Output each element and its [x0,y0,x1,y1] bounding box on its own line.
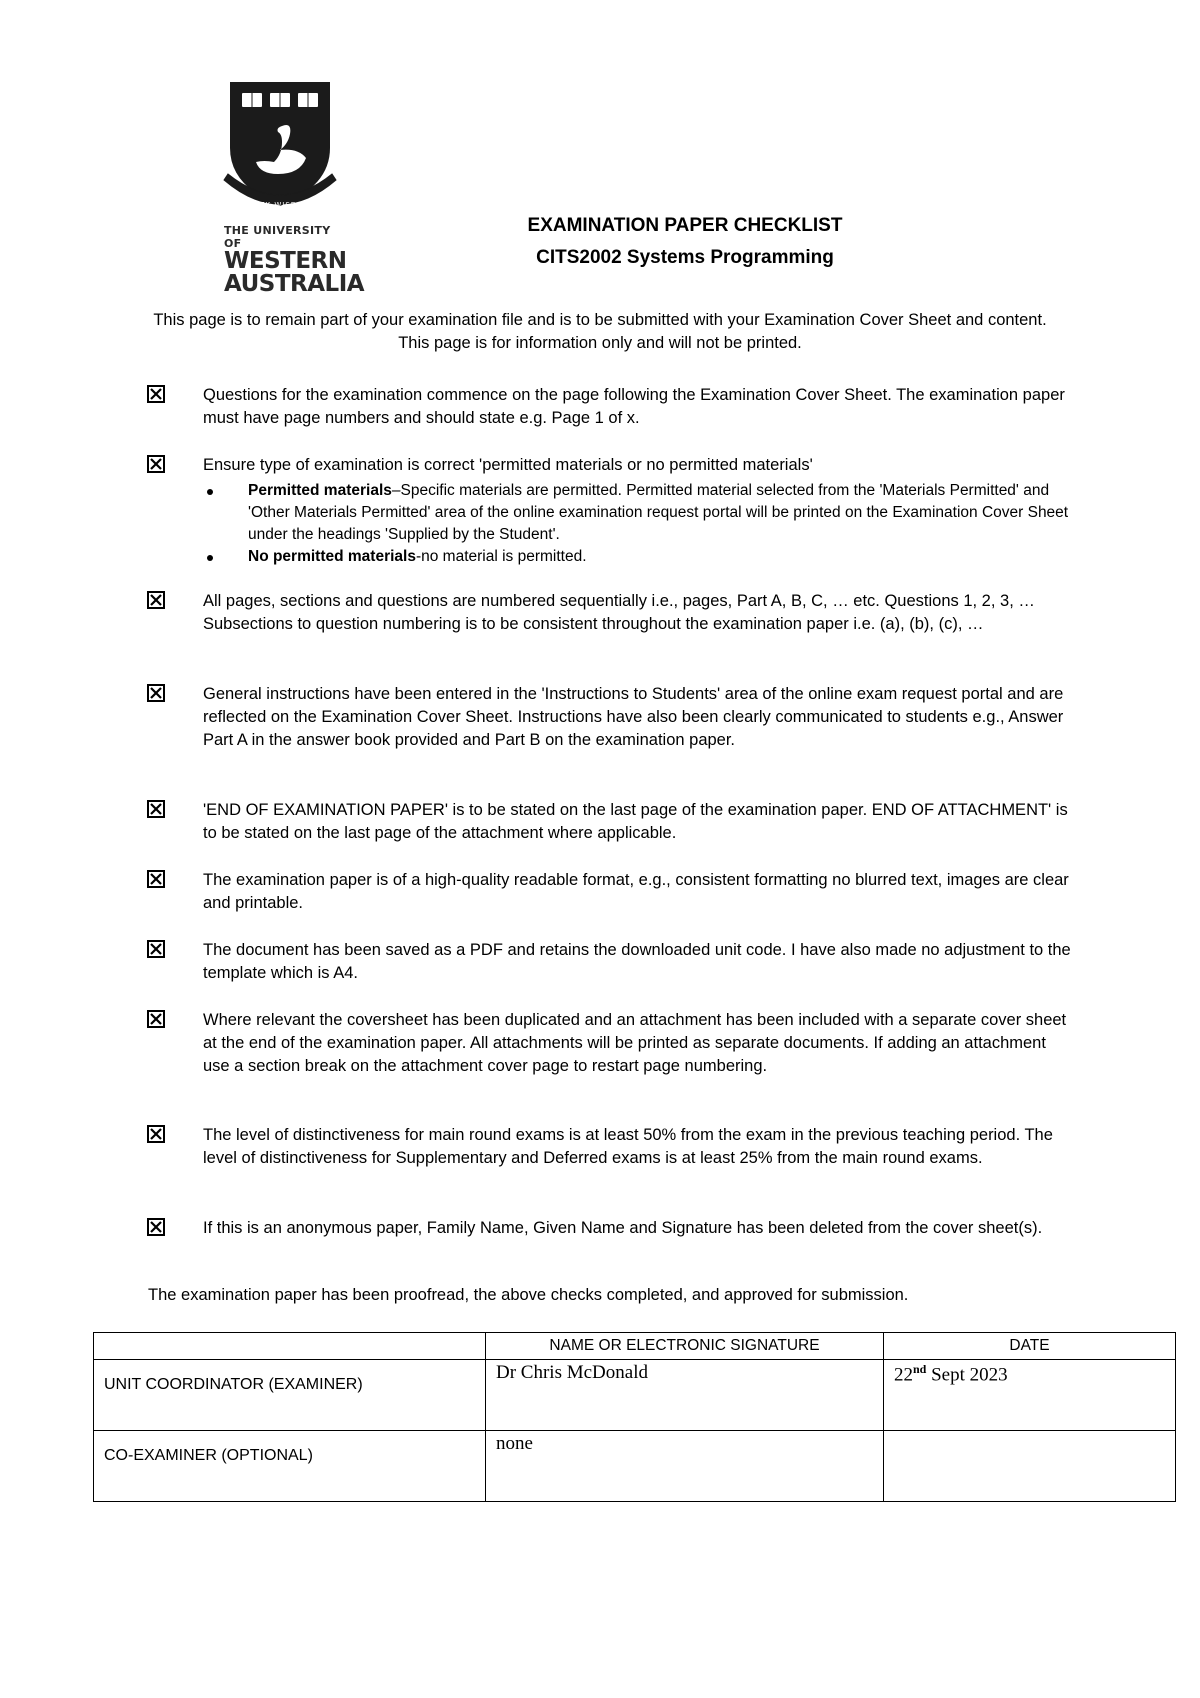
checked-box-icon[interactable] [147,940,165,958]
page-title: EXAMINATION PAPER CHECKLIST [527,215,843,236]
approval-statement: The examination paper has been proofread, the above checks completed, and approved for submission. [148,1286,909,1304]
checklist-item-text: The examination paper is of a high-quality readable format, e.g., consistent formatting no blurred text, images are clear and printable. [203,871,1069,912]
checklist-item-text: The document has been saved as a PDF and retains the downloaded unit code. I have also made no adjustment to the template which is A4. [203,941,1071,982]
bullet-item [203,480,1073,546]
bullet-bold-label: No permitted materials [248,548,416,565]
table-header-empty [94,1333,486,1360]
checked-box-icon[interactable] [147,591,165,609]
logo-word-western: WESTERN [224,248,347,274]
table-row [94,1431,1176,1502]
signature-value: none [496,1433,533,1454]
checked-box-icon[interactable] [147,800,165,818]
checklist-item-text: General instructions have been entered in the 'Instructions to Students' area of the online exam request portal and are reflected on the Examination Cover Sheet. Instructions have also been clearly communicated to students e.g., Answer Part A in the answer book provided and Part B on the examination paper. [203,685,1064,749]
bullet-list [203,480,1073,568]
checklist-item-text: Where relevant the coversheet has been duplicated and an attachment has been included with a separate cover sheet at the end of the examination paper. All attachments will be printed as separate documents. If adding an attachment use a section break on the attachment cover page to restart page numbering. [203,1011,1067,1075]
checked-box-icon[interactable] [147,684,165,702]
column-header-signature: NAME OR ELECTRONIC SIGNATURE [486,1333,884,1360]
logo-word-australia: AUSTRALIA [224,271,365,297]
checked-box-icon[interactable] [147,455,165,473]
checklist-item-text: All pages, sections and questions are numbered sequentially i.e., pages, Part A, B, C, … etc. Questions 1, 2, 3, … Subsections to question numbering is to be consistent throughout the examination paper i.e. (a), (b), (c), … [203,592,1035,633]
signature-cell[interactable] [486,1360,884,1431]
crest-icon [220,78,340,218]
column-header-date: DATE [884,1333,1176,1360]
bullet-text: -no material is permitted. [415,548,587,565]
bullet-item [203,546,1073,568]
checklist-item-text: If this is an anonymous paper, Family Name, Given Name and Signature has been deleted from the cover sheet(s). [203,1219,1043,1237]
logo-university-line: THE UNIVERSITY OF [224,224,331,250]
date-cell[interactable] [884,1431,1176,1502]
bullet-bold-label: Permitted materials [248,482,392,499]
checklist-item-text: Ensure type of examination is correct 'permitted materials or no permitted materials' [203,456,813,474]
role-cell: CO-EXAMINER (OPTIONAL) [94,1431,486,1502]
checked-box-icon[interactable] [147,1125,165,1143]
date-day: 22 [894,1364,913,1386]
checklist-item-text: Questions for the examination commence on the page following the Examination Cover Sheet. The examination paper must have page numbers and should state e.g. Page 1 of x. [203,386,1065,427]
table-row [94,1360,1176,1431]
role-cell: UNIT COORDINATOR (EXAMINER) [94,1360,486,1431]
checklist-item-text: 'END OF EXAMINATION PAPER' is to be stated on the last page of the examination paper. END OF ATTACHMENT' is to be stated on the last page of the attachment where applicable. [203,801,1068,842]
page-subtitle: CITS2002 Systems Programming [536,247,834,268]
bullet-text: –Specific materials are permitted. Permitted material selected from the 'Materials Permitted' and 'Other Materials Permitted' area of the online examination request portal will be printed on the Examination Cover Sheet under the headings 'Supplied by the Student'. [248,482,1069,543]
checklist-item-text-block [203,454,1073,568]
table-header-row [94,1333,1176,1360]
signature-cell[interactable] [486,1431,884,1502]
intro-paragraph: This page is to remain part of your examination file and is to be submitted with your Examination Cover Sheet and content. This page is for information only and will not be printed. [153,311,1047,352]
checklist-item-text: The level of distinctiveness for main round exams is at least 50% from the exam in the previous teaching period. The level of distinctiveness for Supplementary and Deferred exams is at least 25% from the main round exams. [203,1126,1053,1167]
checked-box-icon[interactable] [147,1218,165,1236]
motto-text: SEEK WISDOM [249,201,311,209]
bullet-icon [207,489,213,495]
date-cell[interactable] [884,1360,1176,1431]
date-suffix: nd [913,1362,927,1376]
date-rest: Sept 2023 [926,1364,1008,1386]
checked-box-icon[interactable] [147,870,165,888]
date-value [894,1360,1008,1386]
signature-value: Dr Chris McDonald [496,1362,648,1383]
bullet-icon [207,555,213,561]
signature-table [93,1332,1176,1502]
checked-box-icon[interactable] [147,1010,165,1028]
checked-box-icon[interactable] [147,385,165,403]
